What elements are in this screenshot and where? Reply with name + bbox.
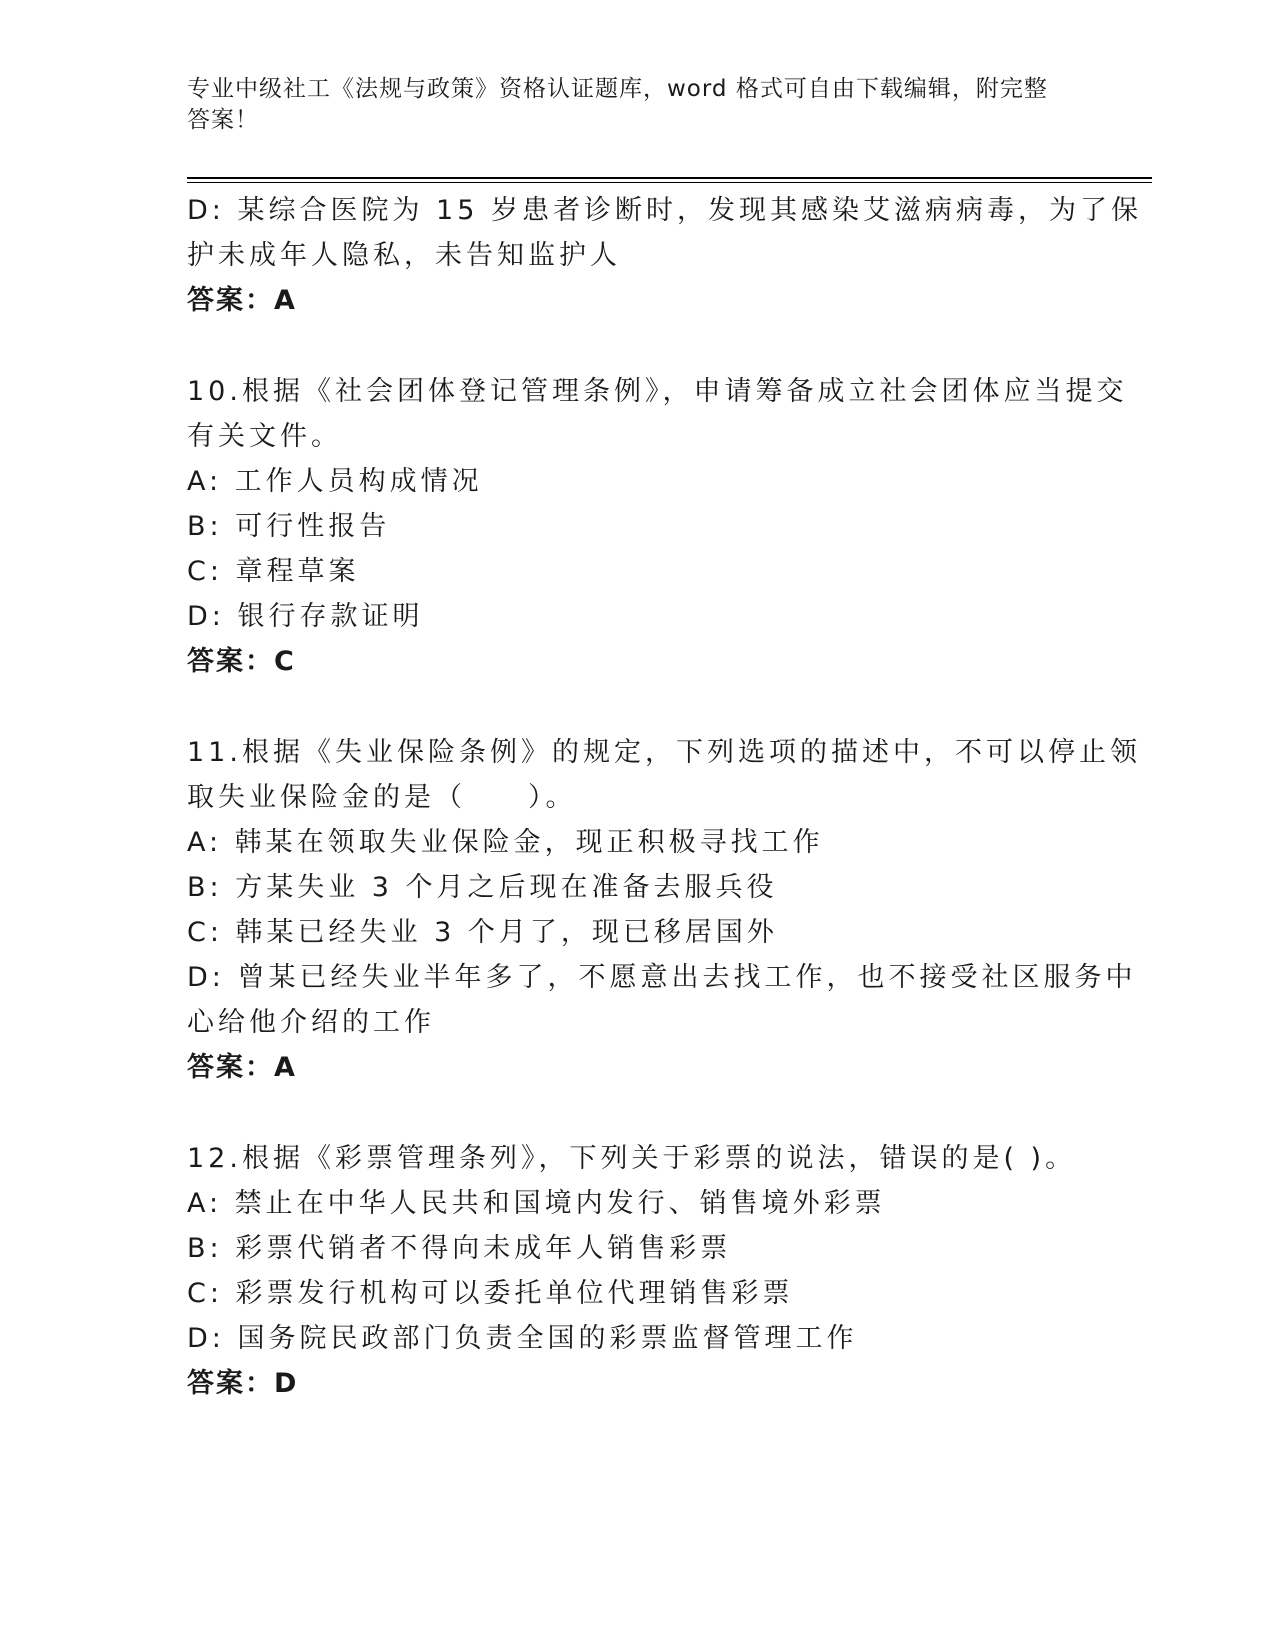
q12-option-b: B: 彩票代销者不得向未成年人销售彩票 (187, 1233, 732, 1264)
q10-stem-line-1: 10.根据《社会团体登记管理条例》，申请筹备成立社会团体应当提交 (187, 376, 1128, 407)
prev-option-d-line-1: D: 某综合医院为 15 岁患者诊断时，发现其感染艾滋病病毒，为了保 (187, 195, 1142, 226)
q11-stem-line-2: 取失业保险金的是（ ）。 (187, 782, 577, 813)
header-line-1: 专业中级社工《法规与政策》资格认证题库，word 格式可自由下载编辑，附完整 (187, 76, 1048, 102)
q10-answer: 答案：C (187, 646, 296, 677)
q12-option-c: C: 彩票发行机构可以委托单位代理销售彩票 (187, 1278, 794, 1309)
question-content (187, 188, 1142, 1406)
q11-option-d-line-2: 心给他介绍的工作 (187, 1007, 435, 1038)
q11-option-b: B: 方某失业 3 个月之后现在准备去服兵役 (187, 872, 778, 903)
q12-option-a: A: 禁止在中华人民共和国境内发行、销售境外彩票 (187, 1188, 886, 1219)
q11-stem-line-1: 11.根据《失业保险条例》的规定，下列选项的描述中，不可以停止领 (187, 737, 1141, 768)
document-header (187, 74, 1067, 136)
q10-stem-line-2: 有关文件。 (187, 421, 342, 452)
q10-option-d: D: 银行存款证明 (187, 601, 424, 632)
header-line-2: 答案！ (187, 107, 259, 133)
q11-option-d-line-1: D: 曾某已经失业半年多了，不愿意出去找工作，也不接受社区服务中 (187, 962, 1137, 993)
q10-option-c: C: 章程草案 (187, 556, 360, 587)
header-rule-thick (187, 177, 1152, 179)
header-rule-thin (187, 182, 1152, 183)
q12-option-d: D: 国务院民政部门负责全国的彩票监督管理工作 (187, 1323, 858, 1354)
q12-answer: 答案：D (187, 1368, 299, 1399)
prev-option-d-line-2: 护未成年人隐私，未告知监护人 (187, 240, 621, 271)
q11-option-c: C: 韩某已经失业 3 个月了，现已移居国外 (187, 917, 778, 948)
prev-answer: 答案：A (187, 285, 297, 316)
q10-option-a: A: 工作人员构成情况 (187, 466, 483, 497)
q12-stem: 12.根据《彩票管理条列》，下列关于彩票的说法，错误的是( )。 (187, 1143, 1077, 1174)
q11-answer: 答案：A (187, 1052, 297, 1083)
q10-option-b: B: 可行性报告 (187, 511, 391, 542)
q11-option-a: A: 韩某在领取失业保险金，现正积极寻找工作 (187, 827, 824, 858)
